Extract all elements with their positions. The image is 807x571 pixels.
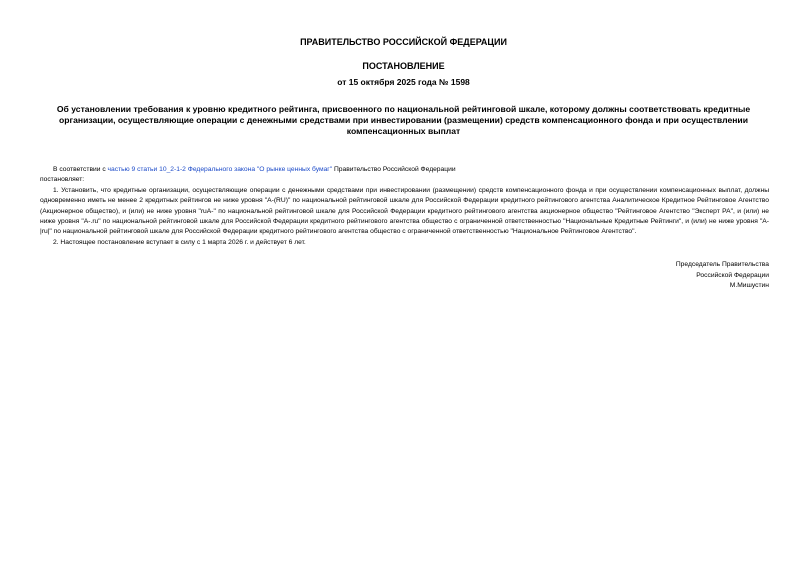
preamble-text: В соответствии с	[53, 166, 108, 173]
preamble-text-end: Правительство Российской Федерации	[332, 166, 456, 173]
signature-block	[676, 260, 769, 292]
document-body	[40, 165, 769, 248]
paragraph-1: 1. Установить, что кредитные организации, осуществляющие операции с денежными средствами при инвестировании (размещении) средств компенсационного фонда и при осуществлении компенсационных выплат, должны одновременно иметь не менее 2 кредитных рейтингов не ниже уровня "A-(RU)" по национальной рейтинговой шкале для Российской Федерации кредитного рейтингового агентства Аналитическое Кредитное Рейтинговое Агентство (Акционерное общество), и (или) не ниже уровня "ruA-" по национальной рейтинговой шкале для Российской Федерации кредитного рейтингового агентства акционерное общество "Рейтинговое Агентство "Эксперт РА", и (или) не ниже уровня "A-.ru" по национальной рейтинговой шкале для Российской Федерации кредитного рейтингового агентства общество с ограниченной ответственностью "Национальные Кредитные Рейтинги", и (или) не ниже уровня "A-|ru|" по национальной рейтинговой шкале для Российской Федерации кредитного рейтингового агентства общество с ограниченной ответственностью "Национальное Рейтинговое Агентство".	[40, 186, 769, 236]
law-reference-link[interactable]: частью 9 статьи 10_2-1-2 Федерального закона "О рынке ценных бумаг"	[107, 166, 333, 173]
government-heading: ПРАВИТЕЛЬСТВО РОССИЙСКОЙ ФЕДЕРАЦИИ	[300, 37, 507, 47]
signatory-position: Председатель Правительства	[675, 261, 769, 268]
date-number-heading: от 15 октября 2025 года № 1598	[337, 77, 470, 87]
signatory-position-2: Российской Федерации	[696, 271, 769, 279]
document-title: Об установлении требования к уровню кредитного рейтинга, присвоенного по национальной рейтинговой шкале, которому должны соответствовать кредитные организации, осуществляющие операции с денежными средствами при инвестировании (размещении) средств компенсационного фонда и при осуществлении компенсационных выплат	[56, 104, 751, 136]
preamble-line	[40, 165, 769, 175]
paragraph-2: 2. Настоящее постановление вступает в силу с 1 марта 2026 г. и действует 6 лет.	[53, 238, 306, 246]
document-type-heading: ПОСТАНОВЛЕНИЕ	[362, 61, 445, 71]
decides-text: постановляет:	[40, 176, 85, 184]
signatory-name: М.Мишустин	[729, 282, 769, 290]
